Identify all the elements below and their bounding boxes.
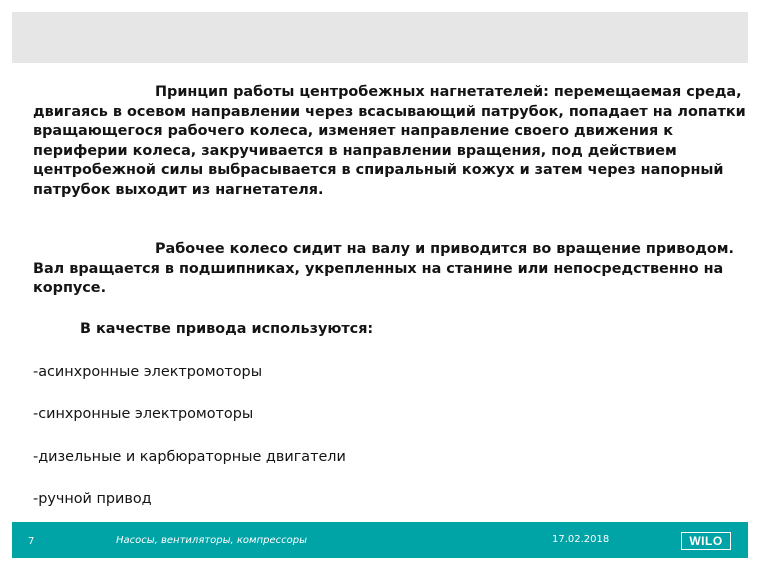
- footer-bar: [12, 522, 748, 558]
- drive-list-item: -ручной привод: [33, 491, 152, 507]
- wilo-logo-text: WILO: [689, 534, 723, 548]
- wilo-logo: [681, 532, 731, 550]
- page-number: 7: [28, 536, 35, 547]
- drives-heading: В качестве привода используются:: [80, 321, 374, 337]
- drive-list-item: -синхронные электромоторы: [33, 406, 254, 422]
- footer-title: Насосы, вентиляторы, компрессоры: [116, 535, 307, 546]
- header-band: [12, 12, 748, 63]
- drive-list-item: -дизельные и карбюраторные двигатели: [33, 449, 346, 465]
- drive-list-item: -асинхронные электромоторы: [33, 364, 263, 380]
- paragraph-impeller-shaft: Рабочее колесо сидит на валу и приводится во вращение приводом. Вал вращается в подшипниках, укрепленных на станине или непосредственно на корпусе.: [33, 241, 734, 296]
- footer-date: 17.02.2018: [552, 534, 610, 545]
- paragraph-operating-principle: Принцип работы центробежных нагнетателей: перемещаемая среда, двигаясь в осевом направлении через всасывающий патрубок, попадает на лопатки вращающегося рабочего колеса, изменяет направление своего движения к периферии колеса, закручивается в направлении вращения, под действием центробежной силы выбрасывается в спиральный кожух и затем через напорный патрубок выходит из нагнетателя.: [33, 84, 746, 198]
